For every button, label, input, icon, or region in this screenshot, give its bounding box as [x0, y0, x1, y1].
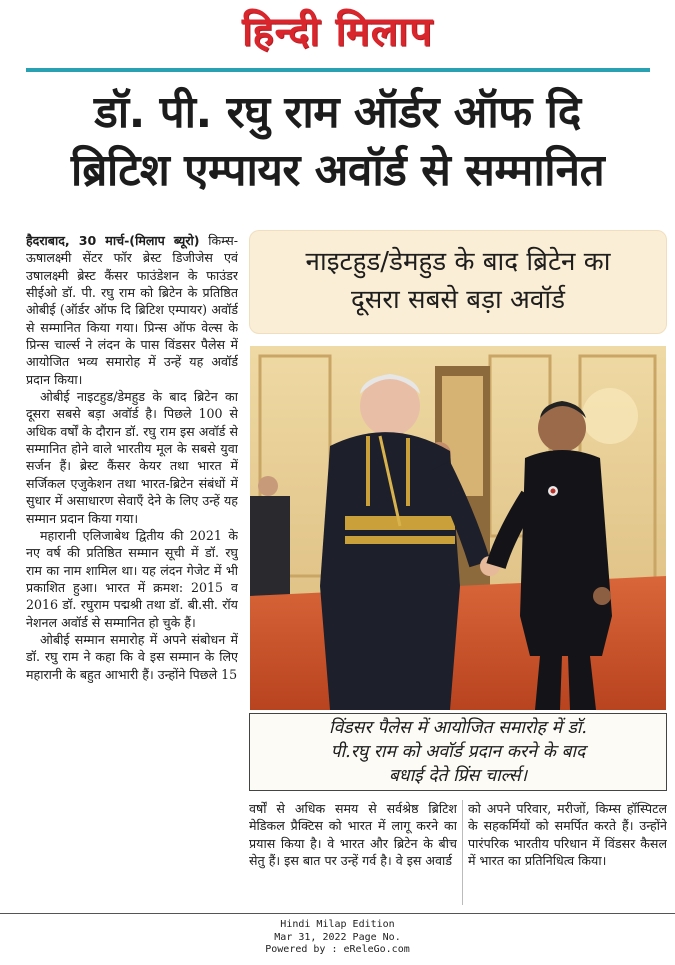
dateline: हैदराबाद, 30 मार्च-(मिलाप ब्यूरो)	[26, 233, 200, 248]
article-column-left	[26, 232, 238, 906]
masthead	[0, 0, 675, 66]
caption-line-3: बधाई देते प्रिंस चार्ल्स।	[388, 766, 528, 786]
edition-footer	[0, 913, 675, 965]
masthead-title: हिन्दी मिलाप	[242, 8, 433, 55]
headline-line-2: ब्रिटिश एम्पायर अवॉर्ड से सम्मानित	[70, 145, 605, 196]
subheadline-box	[249, 230, 667, 334]
article-paragraph-5: वर्षों से अधिक समय से सर्वश्रेष्ठ ब्रिटिश मेडिकल प्रैक्टिस को भारत में लागू करने का प्रयास किया है। वे भारत और ब्रिटेन के बीच सेतु हैं। इस बात पर उन्हें गर्व है। वे इस अवार्ड	[249, 801, 457, 869]
photo-caption	[249, 713, 667, 791]
award-ceremony-photo	[250, 346, 666, 710]
masthead-rule	[26, 68, 650, 72]
footer-powered-by: Powered by : eReleGo.com	[265, 944, 410, 955]
article-paragraph-6: को अपने परिवार, मरीजों, किम्स हॉस्पिटल के सहकर्मियों को समर्पित करते हैं। उन्होंने पारंपरिक भारतीय परिधान में विंडसर कैसल में भारत का प्रतिनिधित्व किया।	[468, 801, 667, 869]
article-paragraph-1-text: किम्स-ऊषालक्ष्मी सेंटर फॉर ब्रेस्ट डिजीजेस एवं उषालक्ष्मी ब्रेस्ट कैंसर फाउंडेशन के फाउंडर सीईओ डॉ. पी. रघु राम को ब्रिटेन के प्रतिष्ठित ओबीई (ऑर्डर ऑफ दि ब्रिटिश एम्पायर) अवॉर्ड से सम्मानित किया गया। प्रिन्स ऑफ वेल्स के प्रिन्स चार्ल्स ने लंदन के पास विंडसर पैलेस में आयोजित भव्य समारोह में उन्हें यह अवॉर्ड प्रदान किया।	[26, 233, 238, 387]
article-column-right	[468, 800, 667, 908]
caption-line-2: पी.रघु राम को अवॉर्ड प्रदान करने के बाद	[330, 742, 586, 762]
subheadline-line-2: दूसरा सबसे बड़ा अवॉर्ड	[351, 285, 565, 315]
subheadline-line-1: नाइटहुड/डेमहुड के बाद ब्रिटेन का	[305, 247, 611, 277]
footer-date: Mar 31, 2022 Page No.	[274, 931, 401, 943]
headline	[10, 84, 665, 200]
article-column-middle	[249, 800, 457, 908]
article-paragraph-2: ओबीई नाइटहुड/डेमहुड के बाद ब्रिटेन का दूसरा सबसे बड़ा अवॉर्ड है। पिछले 100 से अधिक वर्षों के दौरान डॉ. रघु राम इस अवॉर्ड से सम्मानित होने वाले भारतीय मूल के सबसे युवा सर्जन हैं। ब्रेस्ट कैंसर केयर तथा भारत में सर्जिकल एजुकेशन तथा भारत-ब्रिटेन संबंधों में सुधार में असाधारण सेवाएँ देने के लिए उन्हें यह सम्मान प्रदान किया गया।	[26, 389, 238, 526]
article-paragraph-3: महारानी एलिजाबेथ द्वितीय की 2021 के नए वर्ष की प्रतिष्ठित सम्मान सूची में डॉ. रघु राम का नाम शामिल था। यह लंदन गेजेट में भी प्रकाशित हुआ। भारत में क्रमश: 2015 व 2016 डॉ. रघुराम पद्मश्री तथा डॉ. बी.सी. रॉय नेशनल अवॉर्ड से सम्मानित हो चुके हैं।	[26, 527, 238, 630]
photo-illustration	[250, 346, 666, 710]
headline-line-1: डॉ. पी. रघु राम ऑर्डर ऑफ दि	[94, 87, 581, 138]
article-paragraph-4: ओबीई सम्मान समारोह में अपने संबोधन में डॉ. रघु राम ने कहा कि वे इस सम्मान के लिए महारानी के बहुत आभारी हैं। उन्होंने पिछले 15	[26, 631, 238, 682]
caption-line-1: विंडसर पैलेस में आयोजित समारोह में डॉ.	[329, 718, 587, 738]
column-divider	[462, 800, 463, 905]
footer-edition: Hindi Milap Edition	[280, 919, 395, 930]
article-paragraph-1	[26, 232, 238, 388]
